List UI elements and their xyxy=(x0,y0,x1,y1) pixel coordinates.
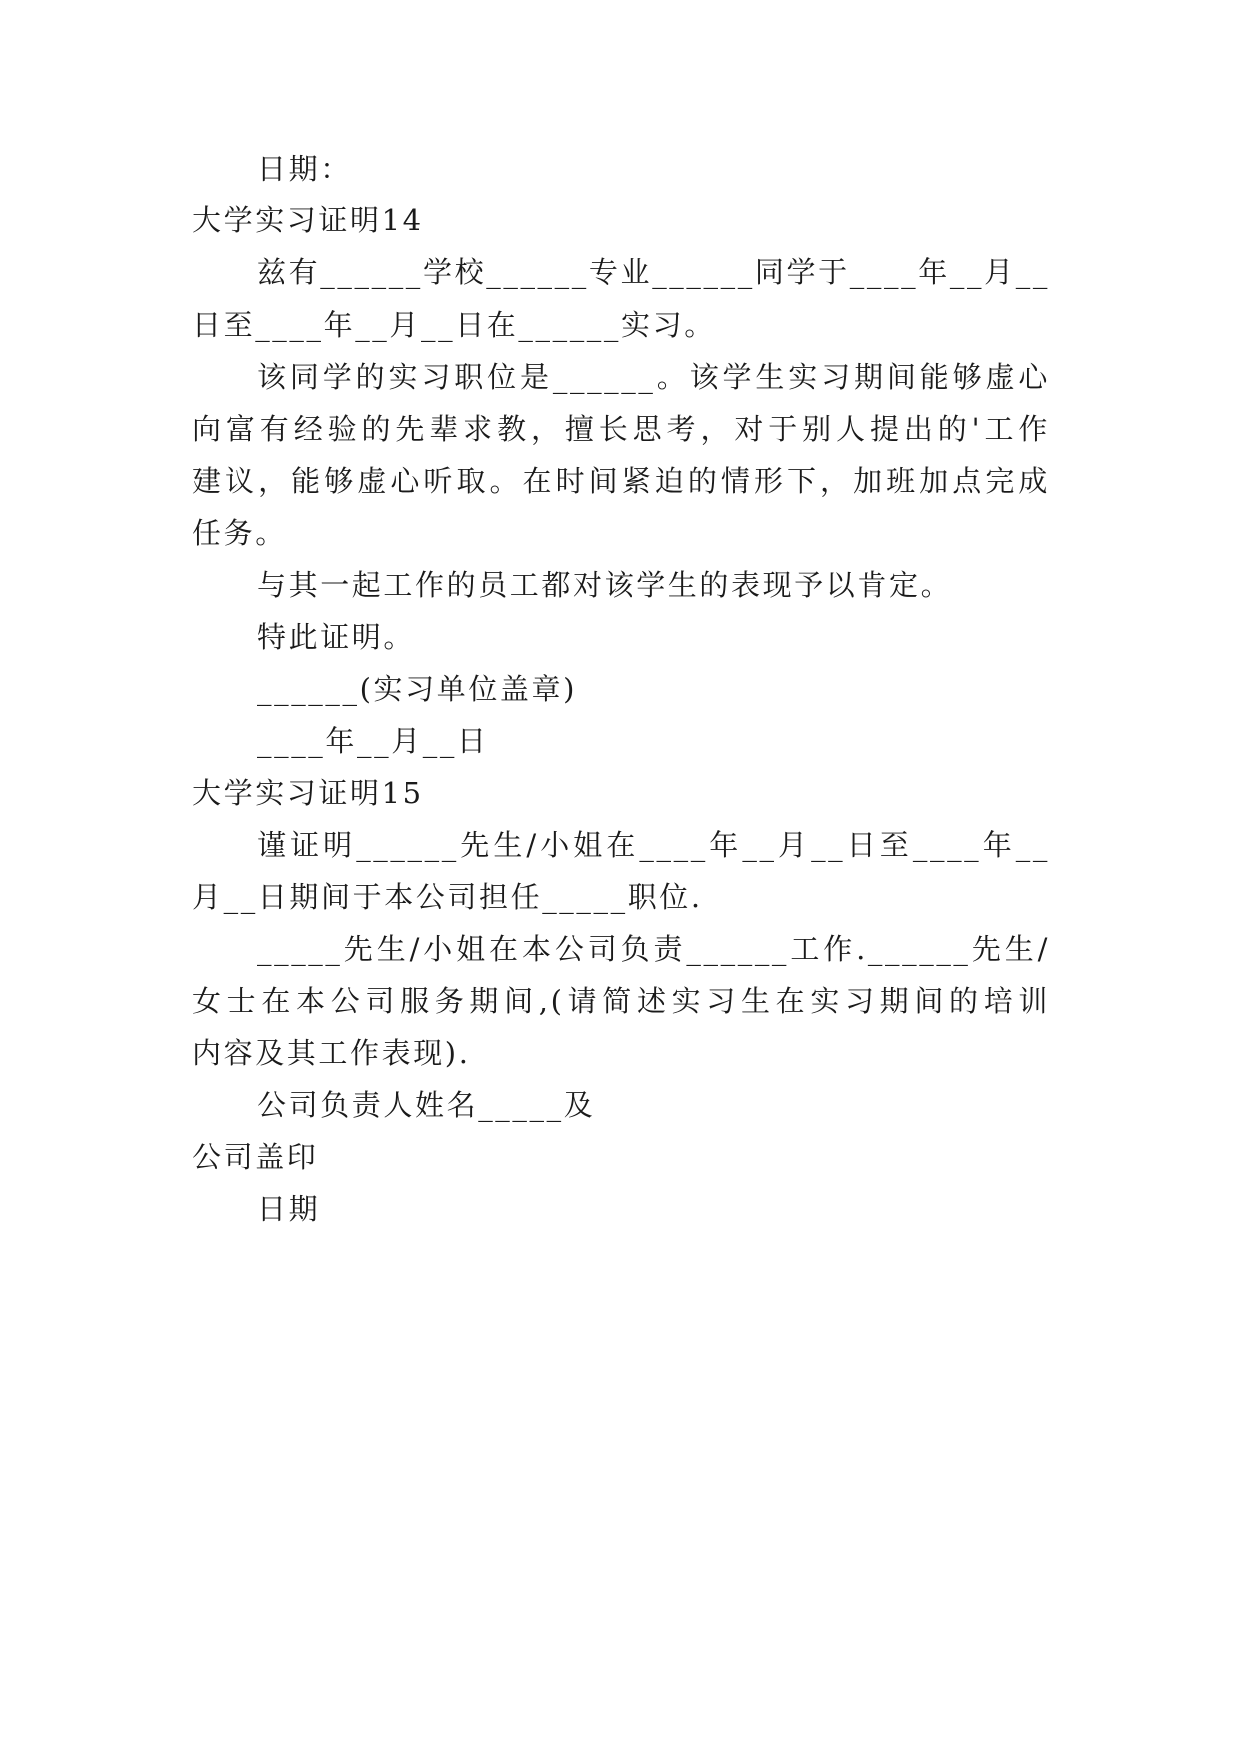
cert15-line-1: 谨证明______先生/小姐在____年__月__日至____年__ xyxy=(257,828,1050,862)
cert14-date: ____年__月__日 xyxy=(257,724,489,758)
cert14-line-7: 与其一起工作的员工都对该学生的表现予以肯定。 xyxy=(257,568,953,602)
cert14-line-1: 兹有______学校______专业______同学于____年__月__ xyxy=(257,255,1050,289)
cert15-line-3: _____先生/小姐在本公司负责______工作.______先生/ xyxy=(257,932,1050,966)
cert15-date: 日期 xyxy=(257,1192,321,1226)
section-title-15: 大学实习证明15 xyxy=(192,776,424,810)
cert14-seal: ______(实习单位盖章) xyxy=(257,672,578,706)
section-title-14: 大学实习证明14 xyxy=(192,203,424,237)
cert15-line-5: 内容及其工作表现). xyxy=(192,1036,471,1070)
date-label-top: 日期： xyxy=(257,152,352,186)
cert14-line-5: 建议，能够虚心听取。在时间紧迫的情形下，加班加点完成 xyxy=(192,464,1050,498)
cert14-line-4: 向富有经验的先辈求教，擅长思考，对于别人提出的'工作 xyxy=(192,412,1050,446)
cert15-stamp: 公司盖印 xyxy=(192,1140,319,1174)
cert15-signer: 公司负责人姓名_____及 xyxy=(257,1088,596,1122)
cert14-line-6: 任务。 xyxy=(192,516,287,550)
cert15-line-4: 女士在本公司服务期间,(请简述实习生在实习期间的培训 xyxy=(192,984,1050,1018)
cert14-line-2: 日至____年__月__日在______实习。 xyxy=(192,308,716,342)
cert14-closing: 特此证明。 xyxy=(257,620,416,654)
cert14-line-3: 该同学的实习职位是______。该学生实习期间能够虚心 xyxy=(257,360,1050,394)
cert15-line-2: 月__日期间于本公司担任_____职位. xyxy=(192,880,703,914)
